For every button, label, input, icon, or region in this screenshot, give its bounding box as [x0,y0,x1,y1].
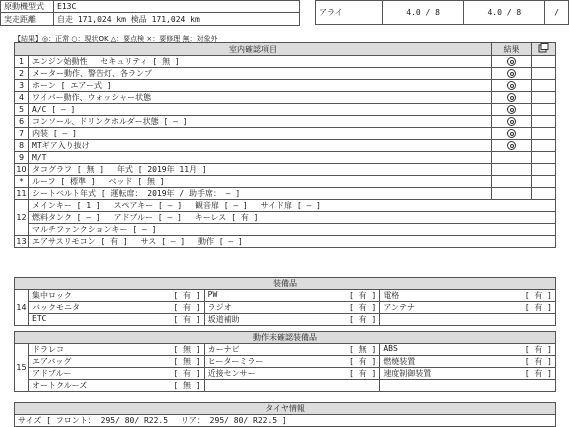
tire-size: サイズ [ フロント： 295/ 80/ R22.5 リア： 295/ 80/ R22.5 ] [15,415,556,427]
inspection-result [492,92,532,104]
inspection-result [492,140,532,152]
equipment-cell [380,368,556,380]
inspection-row [15,68,556,80]
inspection-row [15,152,556,164]
equipment-name: ABS [383,344,398,353]
result-legend: 【結果】◎：正常 ○：現状OK △：要点検 ×：要修理 無：対象外 [14,35,218,43]
double-circle-icon [507,93,516,102]
row-number: 12 [15,200,29,236]
equipment-value: [ 有 ] [173,369,201,378]
inspection-row [15,188,556,200]
inspection-item: ワイパー動作、ウォッシャー状態 [29,92,492,104]
equipment-name: 速度制御装置 [383,369,432,378]
equipment-value: [ 有 ] [349,357,377,366]
equipment-name: 電格 [383,291,400,300]
row-number: 7 [15,128,29,140]
equipment-value: [ 無 ] [349,345,377,354]
inspection-item: M/T [29,152,492,164]
alignment-label: アライ [316,1,383,25]
alignment-value-1: 4.0 / 8 [383,1,464,25]
equipment-cell [29,344,205,356]
tire-title: タイヤ情報 [15,403,556,415]
row-number: 10 [16,165,27,174]
tire-table [14,402,556,427]
inspection-row [15,80,556,92]
equipment-value: [ 無 ] [173,345,201,354]
equipment-name: ETC [32,314,47,323]
equipment-value: [ 有 ] [349,303,377,312]
row-number: 14 [15,290,29,326]
equipment-name: ドラレコ [32,345,64,354]
key-line-2: 燃料タンク [ ― ] アドブルー [ ― ] キーレス [ 有 ] [29,212,556,224]
inspection-result [492,116,532,128]
equipment-name: 坂道補助 [207,315,240,324]
vehicle-info-table [0,0,300,26]
inspection-row [15,140,556,152]
equipment-cell [204,380,380,392]
clipboard-icon[interactable] [532,43,556,56]
row-number: 1 [15,56,29,68]
equipment-cell [380,290,556,302]
equipment-name: オートクルーズ [32,381,88,390]
equipment-row [15,290,556,302]
row-number: 11 [16,189,27,198]
interior-inspection-table [14,42,556,248]
double-circle-icon [507,117,516,126]
equipment-title: 装備品 [15,278,556,290]
equipment-row [15,344,556,356]
double-circle-icon [507,81,516,90]
double-circle-icon [507,69,516,78]
equipment-cell [29,380,205,392]
equipment-cell [380,314,556,326]
mileage-label: 実走距離 [1,13,54,26]
equipment-cell [29,356,205,368]
equipment-value: [ 有 ] [524,369,552,378]
unconfirmed-title: 動作未確認装備品 [15,332,556,344]
equipment-cell [29,290,205,302]
equipment-cell [29,302,205,314]
inspection-row [15,128,556,140]
inspection-item: シートベルト年式 [ 運転席： 2019年 / 助手席： ― ] [29,188,492,200]
air-suspension-line: エアサスリモコン [ 有 ] サス [ ― ] 動作 [ ― ] [29,236,556,248]
double-circle-icon [507,141,516,150]
row-number: 4 [15,92,29,104]
equipment-value: [ 無 ] [173,381,201,390]
equipment-cell [204,344,380,356]
equipment-value: [ 有 ] [524,357,552,366]
equipment-cell [204,314,380,326]
double-circle-icon [507,105,516,114]
equipment-row [15,302,556,314]
inspection-result [492,176,532,188]
row-number: 9 [15,152,29,164]
alignment-value-2: 4.0 / 8 [464,1,545,25]
inspection-item: MTギア入り抜け [29,140,492,152]
row-number: 15 [15,344,29,392]
equipment-name: 近接センサー [207,369,256,378]
inspection-result [492,104,532,116]
inspection-result [492,152,532,164]
equipment-cell [204,368,380,380]
equipment-row [15,380,556,392]
equipment-value: [ 有 ] [524,345,552,354]
equipment-name: 燃焼装置 [383,357,416,366]
equipment-cell [204,290,380,302]
equipment-name: PW [207,290,218,299]
inspection-result [492,188,532,200]
equipment-name: ラジオ [207,303,232,312]
inspection-row [15,104,556,116]
inspection-item: タコグラフ [ 無 ] 年式 [ 2019年 11月 ] [29,164,492,176]
equipment-cell [380,344,556,356]
row-number: 2 [15,68,29,80]
row-number: * [15,176,29,188]
unconfirmed-equipment-table [14,331,556,392]
mileage-value: 自走 171,024 km 検品 171,024 km [54,13,300,26]
equipment-row [15,368,556,380]
alignment-value-3: / [545,1,569,25]
row-number: 3 [15,80,29,92]
inspection-result [492,128,532,140]
equipment-value: [ 有 ] [349,369,377,378]
equipment-cell [29,368,205,380]
equipment-value: [ 有 ] [173,315,201,324]
inspection-row [15,176,556,188]
double-circle-icon [507,57,516,66]
inspection-item: A/C [ ― ] [29,104,492,116]
inspection-item: エンジン始動性 セキュリティ [ 無 ] [29,56,492,68]
inspection-result [492,80,532,92]
equipment-value: [ 無 ] [173,357,201,366]
equipment-name: アドブルー [32,369,72,378]
inspection-item: コンソール、ドリンクホルダー状態 [ ― ] [29,116,492,128]
equipment-cell [29,314,205,326]
equipment-value: [ 有 ] [524,291,552,300]
equipment-value: [ 有 ] [173,291,201,300]
inspection-result [492,164,532,176]
key-line-3: マルチファンクションキー [ ― ] [29,224,556,236]
equipment-value: [ 有 ] [349,291,377,300]
inspection-row [15,164,556,176]
equipment-value: [ 有 ] [524,303,552,312]
interior-title: 室内確認項目 [15,43,492,56]
inspection-result [492,68,532,80]
equipment-cell [204,302,380,314]
row-number: 13 [16,237,27,246]
equipment-name: カーナビ [207,345,240,354]
equipment-table [14,277,556,326]
equipment-cell [204,356,380,368]
inspection-item: メーター動作、警告灯、各ランプ [29,68,492,80]
equipment-name: エアバッグ [32,357,72,366]
inspection-item: 内装 [ ― ] [29,128,492,140]
inspection-result [492,56,532,68]
equipment-cell [380,302,556,314]
double-circle-icon [507,129,516,138]
equipment-name: ヒーターミラー [207,357,264,366]
inspection-item: ホーン [ エアー式 ] [29,80,492,92]
alignment-table [315,0,569,25]
equipment-name: アンテナ [383,303,415,312]
inspection-row [15,56,556,68]
engine-type-label: 原動機型式 [1,1,54,13]
key-line-1: メインキー [ 1 ] スペアキー [ ― ] 観音扉 [ ― ] サイド扉 [ ― ] [29,200,556,212]
row-number: 8 [15,140,29,152]
equipment-value: [ 有 ] [349,315,377,324]
equipment-name: 集中ロック [32,291,72,300]
row-number: 6 [15,116,29,128]
equipment-cell [380,380,556,392]
equipment-row [15,314,556,326]
row-number: 5 [15,104,29,116]
equipment-name: バックモニタ [32,303,80,312]
equipment-value: [ 有 ] [173,303,201,312]
inspection-row [15,92,556,104]
inspection-item: ルーフ [ 標準 ] ベッド [ 無 ] [29,176,492,188]
equipment-row [15,356,556,368]
equipment-cell [380,356,556,368]
inspection-row [15,116,556,128]
engine-type-value: E13C [54,1,300,13]
result-header: 結果 [492,43,532,56]
